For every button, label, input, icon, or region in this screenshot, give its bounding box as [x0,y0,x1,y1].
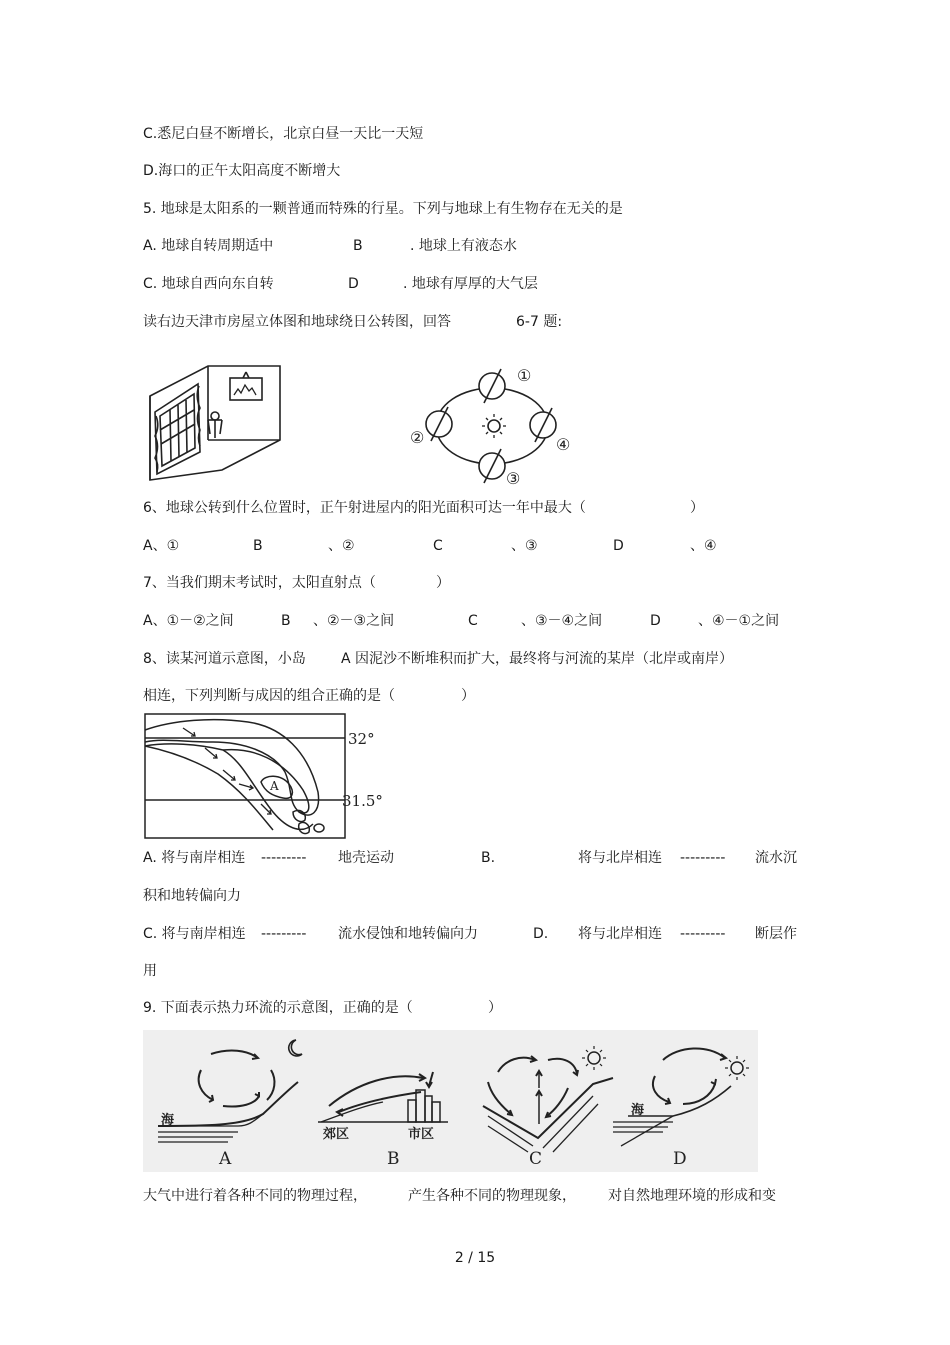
q8-option-d-2: 断层作 [755,926,797,942]
question-8-close: ） [461,688,475,704]
q7-option-c-letter: C [468,613,478,629]
q8-option-c-1: C. 将与南岸相连 [143,926,246,942]
panel-b-label: B [387,1149,400,1169]
orbit-label-1: ① [517,366,532,385]
q7-option-d-letter: D [650,613,661,629]
orbit-figure [410,364,585,488]
paragraph-part-a: 大气中进行着各种不同的物理过程， [143,1188,367,1204]
q8-option-c-2: 流水侵蚀和地转偏向力 [338,926,478,942]
river-figure [143,712,383,842]
orbit-label-2: ② [410,428,425,447]
q5-option-d-letter: D [348,276,359,292]
paragraph-part-c: 对自然地理环境的形成和变 [608,1188,776,1204]
option-d-line: D.海口的正午太阳高度不断增大 [143,163,341,179]
q8-option-b-dash: --------- [680,850,726,866]
latitude-label-32: 32° [348,730,375,748]
q8-option-b-1: 将与北岸相连 [578,850,662,866]
panel-c-label: C [529,1149,543,1169]
q8-option-c-dash: --------- [261,926,307,942]
question-6-text: 6、地球公转到什么位置时，正午射进屋内的阳光面积可达一年中最大（ [143,500,586,516]
q8-option-d-dash: --------- [680,926,726,942]
q6-option-c-text: 、③ [511,538,538,554]
q6-option-c-letter: C [433,538,443,554]
question-7-text: 7、当我们期末考试时，太阳直射点（ [143,575,376,591]
orbit-label-3: ③ [506,469,521,488]
panel-b-city-label: 市区 [408,1127,435,1142]
q7-option-b-letter: B [281,613,291,629]
house-figure [148,362,283,484]
paragraph-part-b: 产生各种不同的物理现象， [408,1188,576,1204]
q5-option-a: A. 地球自转周期适中 [143,238,274,254]
q5-option-d-text: . 地球有厚厚的大气层 [403,276,538,292]
question-6-close: ） [690,500,704,516]
q6-option-a: A、① [143,538,180,554]
q8-option-a-2: 地壳运动 [338,850,394,866]
question-8-text-c: 相连，下列判断与成因的组合正确的是（ [143,688,395,704]
island-label: A [270,779,279,793]
q8-option-a-dash: --------- [261,850,307,866]
orbit-label-4: ④ [556,435,571,454]
intro-6-7-range: 6-7 题: [516,314,563,330]
q8-option-b-letter: B. [481,850,496,866]
latitude-label-31-5: 31.5° [342,792,383,810]
q7-option-c-text: 、③－④之间 [521,613,603,629]
option-c-line: C.悉尼白昼不断增长，北京白昼一天比一天短 [143,126,424,142]
q6-option-b-letter: B [253,538,263,554]
q7-option-a: A、①－②之间 [143,613,234,629]
panel-d-sea-label: 海 [631,1103,645,1118]
q8-option-d-cont: 用 [143,963,157,979]
intro-6-7-text: 读右边天津市房屋立体图和地球绕日公转图，回答 [143,314,451,330]
q5-option-b-letter: B [353,238,363,254]
panel-d-label: D [673,1149,687,1169]
question-9-close: ） [488,1000,502,1016]
q8-option-b-2: 流水沉 [755,850,797,866]
q5-option-b-text: . 地球上有液态水 [410,238,517,254]
panel-a-sea-label: 海 [161,1113,175,1128]
question-8-text-b: A 因泥沙不断堆积而扩大，最终将与河流的某岸（北岸或南岸） [341,651,734,667]
panel-a-label: A [219,1149,232,1169]
panel-b-suburb-label: 郊区 [323,1127,350,1142]
page-number: 2 / 15 [454,1250,496,1266]
q8-option-d-1: 将与北岸相连 [578,926,662,942]
q7-option-d-text: 、④－①之间 [698,613,780,629]
question-8-text-a: 8、读某河道示意图，小岛 [143,651,306,667]
q8-option-d-letter: D. [533,926,549,942]
q5-option-c: C. 地球自西向东自转 [143,276,274,292]
q8-option-b-cont: 积和地转偏向力 [143,888,241,904]
circulation-figure [143,1030,758,1172]
q6-option-d-text: 、④ [690,538,717,554]
question-9-text: 9. 下面表示热力环流的示意图，正确的是（ [143,1000,413,1016]
q6-option-b-text: 、② [328,538,355,554]
question-5: 5. 地球是太阳系的一颗普通而特殊的行星。下列与地球上有生物存在无关的是 [143,201,623,217]
q6-option-d-letter: D [613,538,624,554]
sun-icon [488,420,500,432]
q8-option-a-1: A. 将与南岸相连 [143,850,246,866]
question-7-close: ） [436,575,450,591]
q7-option-b-text: 、②－③之间 [313,613,395,629]
